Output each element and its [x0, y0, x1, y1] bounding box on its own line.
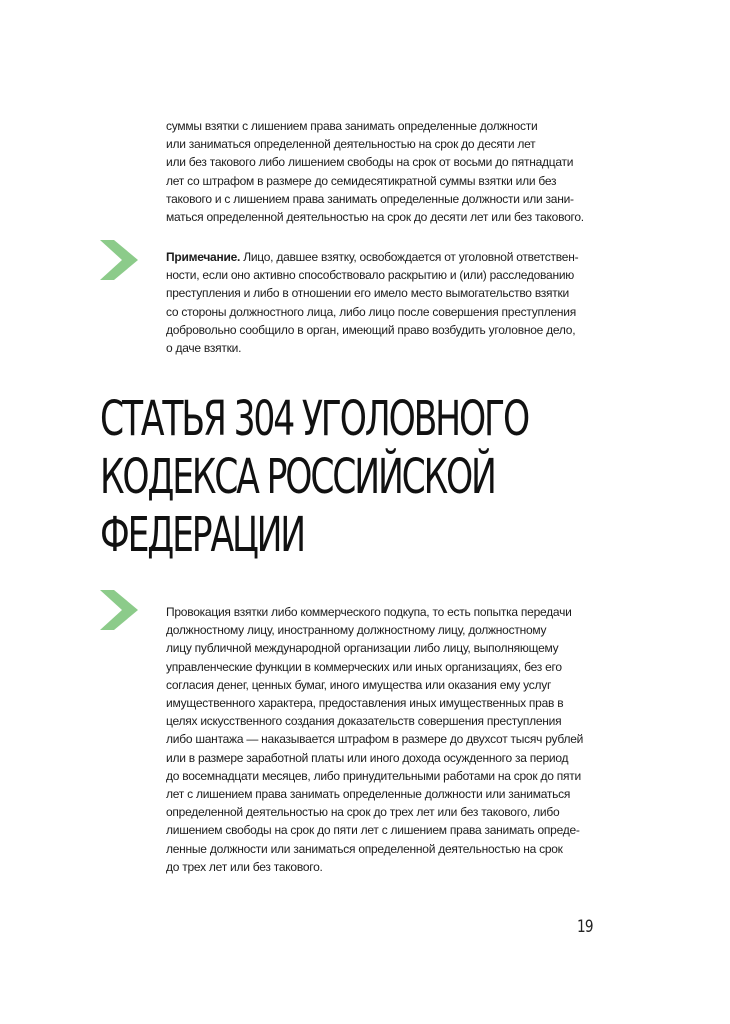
text-line: до восемнадцати месяцев, либо принудительными работами на срок до пяти: [166, 768, 581, 783]
note-first-line-text: Лицо, давшее взятку, освобождается от уголовной ответствен-: [240, 250, 579, 264]
heading-line: ФЕДЕРАЦИИ: [100, 507, 305, 563]
text-line: либо шантажа — наказывается штрафом в размере до двухсот тысяч рублей: [166, 732, 584, 747]
text-line: или без такового либо лишением свободы на срок от восьми до пятнадцати: [166, 155, 574, 170]
text-line: согласия денег, ценных бумаг, иного имущества или оказания ему услуг: [166, 677, 552, 692]
heading-line: СТАТЬЯ 304 УГОЛОВНОГО: [100, 391, 529, 447]
chevron-arrow-icon: [98, 588, 140, 632]
text-line: имущественного характера, предоставления иных имущественных прав в: [166, 696, 564, 711]
text-line: такового и с лишением права занимать определенные должности или зани-: [166, 191, 574, 206]
text-line: определенной деятельностью на срок до трех лет или без такового, либо: [166, 805, 560, 820]
text-line: до трех лет или без такового.: [166, 859, 323, 874]
text-line: добровольно сообщило в орган, имеющий право возбудить уголовное дело,: [166, 322, 576, 337]
text-line: ленные должности или заниматься определенной деятельностью на срок: [166, 841, 563, 856]
text-line: лицу публичной международной организации либо лицу, выполняющему: [166, 641, 559, 656]
text-line: лишением свободы на срок до пяти лет с лишением права занимать опреде-: [166, 823, 580, 838]
text-line: со стороны должностного лица, либо лицо после совершения преступления: [166, 304, 576, 319]
text-line: преступления и либо в отношении его имело место вымогательство взятки: [166, 286, 570, 301]
note-label: Примечание.: [166, 250, 241, 264]
text-line: должностному лицу, иностранному должностному лицу, должностному: [166, 623, 547, 638]
section-heading: [100, 390, 529, 564]
text-line: или в размере заработной платы или иного дохода осужденного за период: [166, 750, 569, 765]
text-line: суммы взятки с лишением права занимать определенные должности: [166, 119, 538, 133]
text-line: маться определенной деятельностью на срок до десяти лет или без такового.: [166, 210, 584, 225]
article-paragraph: [166, 603, 606, 876]
text-line: или заниматься определенной деятельностью на срок до десяти лет: [166, 137, 536, 152]
intro-paragraph: [166, 117, 606, 226]
text-line: о даче взятки.: [166, 341, 242, 356]
note-paragraph: [166, 248, 606, 357]
text-line: целях искусственного создания доказательств совершения преступления: [166, 714, 562, 729]
text-line: ности, если оно активно способствовало раскрытию и (или) расследованию: [166, 268, 575, 283]
text-line: лет со штрафом в размере до семидесятикратной суммы взятки или без: [166, 173, 557, 188]
text-line: лет с лишением права занимать определенные должности или заниматься: [166, 787, 571, 802]
note-first-line: [166, 248, 606, 266]
text-line: управленческие функции в коммерческих или иных организациях, без его: [166, 659, 562, 674]
page-number: 19: [577, 917, 593, 937]
text-line: Провокация взятки либо коммерческого подкупа, то есть попытка передачи: [166, 605, 572, 619]
chevron-arrow-icon: [98, 238, 140, 282]
heading-line: КОДЕКСА РОССИЙСКОЙ: [100, 449, 495, 505]
